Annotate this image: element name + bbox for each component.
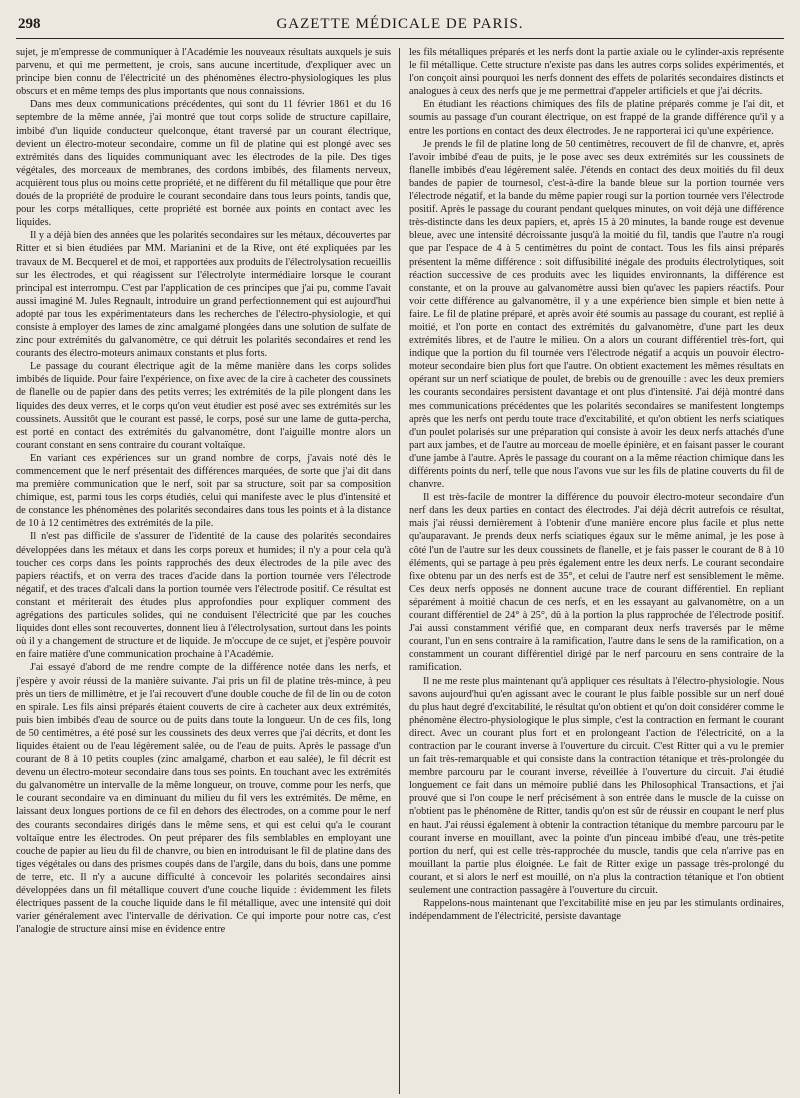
paragraph: J'ai essayé d'abord de me rendre compte de la différence notée dans les nerfs, et j'espère y avoir réussi de la manière suivante. J'ai pris un fil de platine très-mince, à peu près un tiers de millimètre, et je l'ai recouvert d'une double couche de fil de lin ou de coton en spirale. Les fils ainsi préparés étaient couverts de cire à cacheter aux deux extrémités, puis bien imbibés d'eau de source ou de puits dans toute la longueur. Un de ces fils, long de 50 centimètres, a été posé sur les coussinets des deux verres que j'ai décrits, et dont les liquides étaient ou de l'eau légèrement salée, ou de l'eau de puits. Après le passage d'un courant de 8 à 10 petits couples (zinc amalgamé, charbon et eau salée), le fil décrit est devenu un électro-moteur secondaire dans tous ses points. En touchant avec les extrémités du galvanomètre un intervalle de la même longueur, on trouve, comme pour les nerfs, que le courant secondaire va en diminuant du milieu du fil vers les extrémités. De même, en laissant deux longues portions de ce fil en dehors des électrodes, on a comme pour le nerf des courants secondaires dirigés dans le même sens, et qui est celui qu'a le courant voltaïque entre les électrodes. On peut préparer des fils semblables en employant une couche de papier au lieu du fil de chanvre, ou bien en introduisant le fil de platine dans des tiges végétales ou dans des prismes coupés dans de l'argile, dans du bois, dans une pomme de terre, etc. Il n'y a aucune difficulté à concevoir les polarités secondaires ainsi développées dans un fil métallique couvert d'une couche liquide : évidemment les filets électriques passent de la couche liquide dans le fil métallique, avec une intensité qui doit varier généralement avec l'intervalle de dérivation. Ce qui importe pour notre cas, c'est l'analogie de structure ainsi mise en évidence entre [16, 662, 391, 936]
paragraph: Rappelons-nous maintenant que l'excitabilité mise en jeu par les stimulants ordinaires, indépendamment de l'électricité, persiste davantage [409, 898, 784, 923]
paragraph: En étudiant les réactions chimiques des fils de platine préparés comme je l'ai dit, et soumis au passage d'un courant électrique, on est frappé de la grande différence qu'il y a entre les portions en contact des deux électrodes. Je ne rapporterai ici qu'une expérience. [409, 99, 784, 137]
paragraph: sujet, je m'empresse de communiquer à l'Académie les nouveaux résultats auxquels je suis parvenu, et qui me permettent, je crois, sans aucune incertitude, d'expliquer avec un principe bien connu de l'électricité un des phénomènes électro-physiologiques les plus obscurs et en même temps des plus importants que nous connaissions. [16, 47, 391, 98]
paragraph: les fils métalliques préparés et les nerfs dont la partie axiale ou le cylinder-axis représente le fil métallique. Cette structure n'existe pas dans les autres corps solides expérimentés, et l'on conçoit ainsi pourquoi les nerfs donnent des effets de polarités secondaires distincts et analogues à ceux des nerfs que je me permettrai d'appeler artificiels et que j'ai décrits. [409, 47, 784, 98]
paragraph: Il ne me reste plus maintenant qu'à appliquer ces résultats à l'électro-physiologie. Nous savons aujourd'hui qu'en agissant avec le courant le plus faible possible sur un nerf doué du plus haut degré d'excitabilité, le résultat qu'on obtient et qu'on doit considérer comme le phénomène électro-physiologique le plus simple, c'est la contraction en fermant le courant direct. Avec un courant plus fort et en prolongeant l'action de l'électricité, on a la contraction par le courant inverse à l'ouverture du circuit. C'est Ritter qui a vu le premier un fait très-remarquable et qui consiste dans la contraction tétanique et très-prolongée du membre parcouru par le courant inverse, réveillée à l'ouverture du circuit. J'ai étudié longuement ce fait dans un mémoire publié dans les Philosophical Transactions, et j'ai prouvé que si l'on coupe le nerf précisément à son entrée dans le muscle de la cuisse on n'obtient pas le phénomène de Ritter, tandis qu'on est sûr de réussir en coupant le nerf plus en haut. J'ai réussi également à obtenir la contraction tétanique du membre parcouru par le courant inverse en mouillant, avec la pointe d'un pinceau imbibé d'eau, une très-petite portion du nerf, qui est celle très-rapprochée du muscle, tandis que cela n'arrive pas en mouillant la partie plus éloignée. Le fait de Ritter exige un passage très-prolongé du courant, et si alors le nerf est mouillé, on n'a plus la contraction tétanique et l'on obtient seulement une contraction passagère à l'ouverture du circuit. [409, 675, 784, 896]
paragraph: Le passage du courant électrique agit de la même manière dans les corps solides imbibés de liquide. Pour faire l'expérience, on fixe avec de la cire à cacheter des coussinets de flanelle ou de papier dans des petits verres; les extrémités de la pile plongent dans les liquides des deux verres, et le corps qu'on veut étudier est posé avec ses extrémités sur les coussinets. Aussitôt que le courant est passé, le corps, posé sur une lame de gutta-percha, est porté en contact des extrémités du galvanomètre, dont l'aiguille montre alors un courant constant en sens contraire du courant voltaïque. [16, 361, 391, 451]
page-header [16, 14, 784, 39]
text-columns [16, 46, 784, 1094]
left-column [16, 46, 399, 1094]
page-number: 298 [18, 16, 41, 32]
journal-title: GAZETTE MÉDICALE DE PARIS. [276, 16, 524, 32]
paragraph: En variant ces expériences sur un grand nombre de corps, j'avais noté dès le commencement que le nerf présentait des différences marquées, de sorte que j'ai dit dans ma première communication que le nerf, soit par sa structure, soit par sa composition chimique, est, parmi tous les corps étudiés, celui qui manifeste avec le plus d'intensité et de constance les phénomènes des polarités secondaires dans tous les points et à la distance de 10 à 12 centimètres des extrémités de la pile. [16, 452, 391, 530]
right-column [400, 46, 784, 1094]
paragraph: Dans mes deux communications précédentes, qui sont du 11 février 1861 et du 16 septembre de la même année, j'ai montré que tout corps solide de structure capillaire, imbibé d'un liquide conducteur quelconque, étant traversé par un courant électrique, devient un électro-moteur secondaire, comme un fil de platine qui est plongé avec ses extrémités dans des liquides communiquant avec les électrodes de la pile. Des tiges végétales, des morceaux de membranes, des cordons imbibés, des filaments nerveux, acquièrent tous plus ou moins cette propriété, et ne diffèrent du fil métallique que pour être doués de la propriété de produire le courant secondaire dans tous leurs points, tandis que, pour les corps métalliques, cette propriété est bornée aux points en contact avec les liquides. [16, 99, 391, 229]
paragraph: Il est très-facile de montrer la différence du pouvoir électro-moteur secondaire d'un nerf dans les deux parties en contact des électrodes. J'ai déjà décrit autrefois ce résultat, mais j'ai réussi dernièrement à l'obtenir d'une manière encore plus facile et plus nette qu'auparavant. Je prends deux nerfs sciatiques égaux sur le même animal, je les pose à côté l'un de l'autre sur les deux coussinets de flanelle, et je fais passer le courant de 8 à 10 éléments, qui se partage à peu près également entre les deux nerfs. Le courant secondaire fixe obtenu par un des nerfs est de 35°, et celui de l'autre nerf est sensiblement le même. Ces deux nerfs opposés ne donnent aucune trace de courant différentiel. En repliant séparément à moitié chacun de ces nerfs, et en les essayant au galvanomètre, on a un courant différentiel de 24° à 25°, dû à la portion la plus rapprochée de l'électrode positif. J'ai aussi constamment vérifié que, en comparant deux nerfs traversés par le même courant, l'un en sens contraire à la ramification, l'autre dans le sens de la ramification, on a constamment un courant différentiel dirigé par le nerf parcouru en sens contraire de la ramification. [409, 492, 784, 674]
paragraph: Il n'est pas difficile de s'assurer de l'identité de la cause des polarités secondaires développées dans les métaux et dans les corps poreux et humides; il n'y a pour cela qu'à toucher ces corps dans les points rapprochés des deux électrodes de la pile avec des papiers réactifs, et on verra des traces d'acide dans la portion tournée vers l'électrode négatif, et des traces d'alcali dans la portion tournée vers l'électrode positif. Ce résultat est constant et mériterait des études plus approfondies pour expliquer comment des agrégations des particules solides, qui ne conduisent l'électricité que par les couches liquides dont elles sont recouvertes, donnent lieu à l'électrolysation, surtout dans les points où il y a changement de structure et de liquide. Je m'occupe de ce sujet, et j'espère pouvoir en faire matière d'une communication prochaine à l'Académie. [16, 531, 391, 661]
paragraph: Il y a déjà bien des années que les polarités secondaires sur les métaux, découvertes par Ritter et si bien étudiées par MM. Marianini et de la Rive, ont été expliquées par les travaux de M. Becquerel et de moi, et rapportées aux produits de l'électrolysation recueillis sur les électrodes, et qui réagissent sur l'électrolyte intermédiaire lorsque le courant principal est interrompu. C'est par l'application de ces principes que j'ai pu, comme l'avait aussi imaginé M. Jules Regnault, introduire un grand perfectionnement qui est aujourd'hui adopté par tous les expérimentateurs dans les recherches de l'électro-physiologie, et qui consiste à employer des lames de zinc amalgamé plongées dans une solution de sulfate de zinc pour extrémités du galvanomètre, ce qui détruit les polarités secondaires et rend les courants des électro-moteurs animaux constants et plus forts. [16, 230, 391, 360]
paragraph: Je prends le fil de platine long de 50 centimètres, recouvert de fil de chanvre, et, après l'avoir imbibé d'eau de puits, je le pose avec ses deux extrémités sur les coussinets de flanelle imbibés d'eau légèrement salée. J'étends en contact des deux moitiés du fil deux bandes de papier de tournesol, c'est-à-dire la bande bleue sur la portion tournée vers l'électrode négatif, et la bande du même papier rougi sur la portion tournée vers l'électrode positif. Après le passage du courant pendant quelques minutes, on voit déjà une différence très-distincte dans les deux papiers, et, après 15 à 20 minutes, la bande rouge est devenue bleue, avec une intensité décroissante jusqu'à la moitié du fil, tandis que l'autre n'a rougi que par l'espace de 4 à 5 centimètres du point de contact. Tous les fils ainsi préparés présentent la même différence : soit diffusibilité inégale des produits électrolytiques, soit réaction successive de ces produits avec les liquides environnants, la différence est constante, et on la prouve au galvanomètre aussi bien qu'avec les papiers réactifs. Pour voir cette différence au galvanomètre, il y a une expérience bien simple et bien nette à faire. Le fil de platine préparé, et après avoir été soumis au passage du courant, est replié à moitié, et l'on porte en contact des extrémités du galvanomètre, d'une part les deux extrémités libres, et de l'autre le milieu. On a alors un courant différentiel très-fort, qui indique que la portion du fil tournée vers l'électrode négatif a acquis un pouvoir électro-moteur secondaire bien plus fort que l'autre. On obtient exactement les mêmes résultats en opérant sur un nerf sciatique de poulet, de brebis ou de grenouille : avec les deux premiers les courants secondaires persistent davantage et ont plus d'intensité. J'ai déjà montré dans mes communications précédentes que les polarités secondaires se manifestent longtemps après que les nerfs ont perdu toute trace d'excitabilité, et qu'on obtient les nerfs sciatiques d'un poulet polarisés sur une préparation qui consiste à avoir les deux nerfs attachés d'une part aux jambes, et de l'autre au morceau de moelle épinière, et en faisant passer le courant d'une jambe à l'autre. Après le passage du courant on a la même réaction chimique dans les différents points du nerf, telle que nous l'avons vue sur les fils de platine couverts du fil de chanvre. [409, 138, 784, 491]
